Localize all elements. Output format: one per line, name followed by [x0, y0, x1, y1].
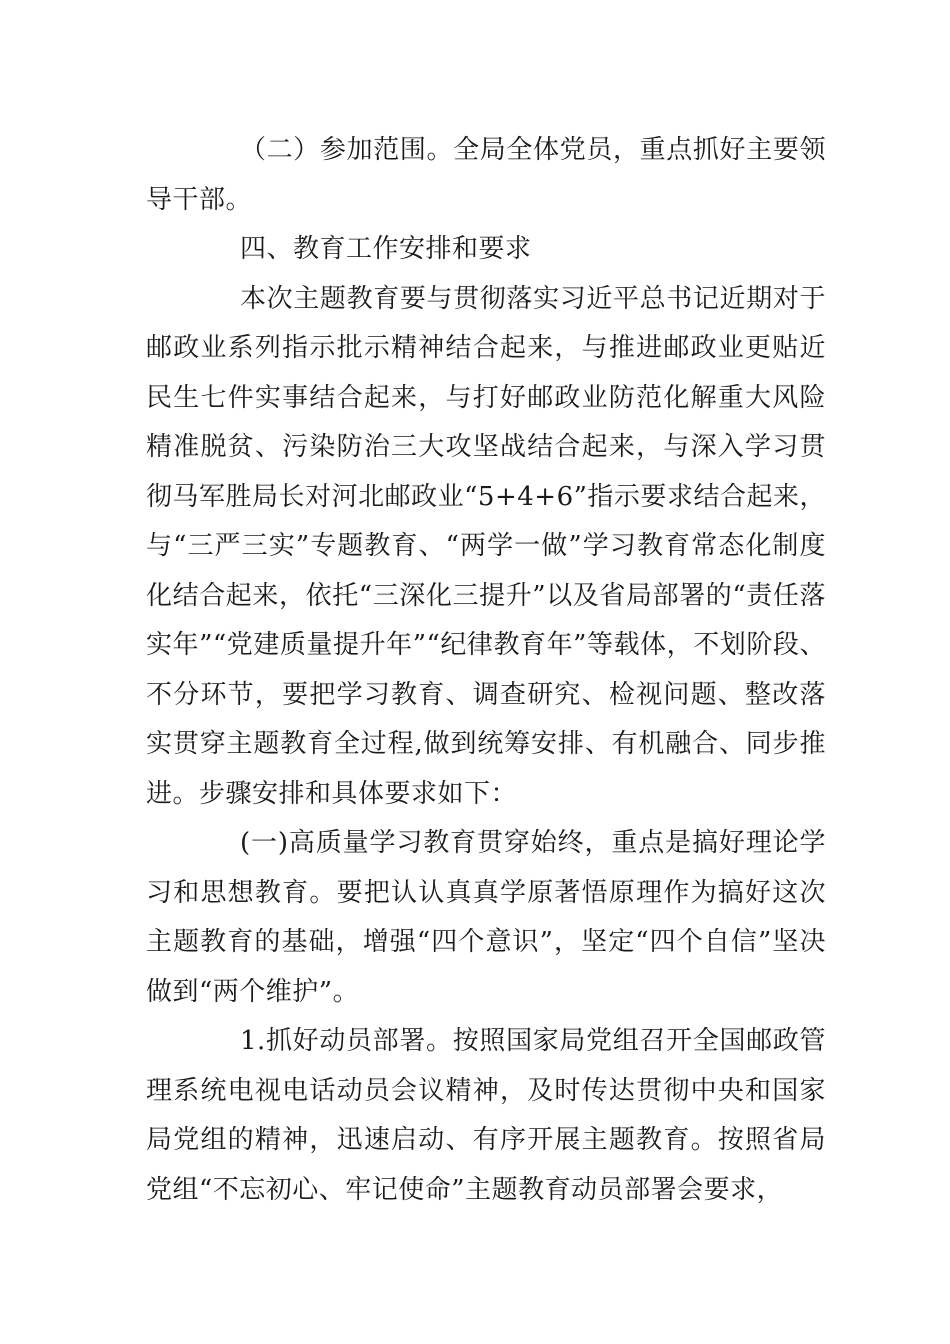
paragraph-mobilization: 1.抓好动员部署。按照国家局党组召开全国邮政管理系统电视电话动员会议精神，及时传达贯彻中央和国家局党组的精神，迅速启动、有序开展主题教育。按照省局党组“不忘初心、牢记使命”主题教育动员部署会要求， [146, 1026, 826, 1205]
paragraph-theme-education-overview: 本次主题教育要与贯彻落实习近平总书记近期对于邮政业系列指示批示精神结合起来，与推进邮政业更贴近民生七件实事结合起来，与打好邮政业防范化解重大风险精准脱贫、污染防治三大攻坚战结合起来，与深入学习贯彻马军胜局长对河北邮政业“5+4+6”指示要求结合起来，与“三严三实”专题教育、“两学一做”学习教育常态化制度化结合起来，依托“三深化三提升”以及省局部署的“责任落实年”“党建质量提升年”“纪律教育年”等载体，不划阶段、不分环节，要把学习教育、调查研究、检视问题、整改落实贯穿主题教育全过程,做到统筹安排、有机融合、同步推进。步骤安排和具体要求如下： [146, 283, 826, 809]
section-heading-arrangements: 四、教育工作安排和要求 [240, 234, 532, 264]
paragraph-study-education: (一)高质量学习教育贯穿始终，重点是搞好理论学习和思想教育。要把认认真真学原著悟原理作为搞好这次主题教育的基础，增强“四个意识”，坚定“四个自信”坚决做到“两个维护”。 [146, 828, 826, 1007]
paragraph-participation-scope: （二）参加范围。全局全体党员，重点抓好主要领导干部。 [146, 135, 826, 215]
document-body [146, 126, 826, 1215]
